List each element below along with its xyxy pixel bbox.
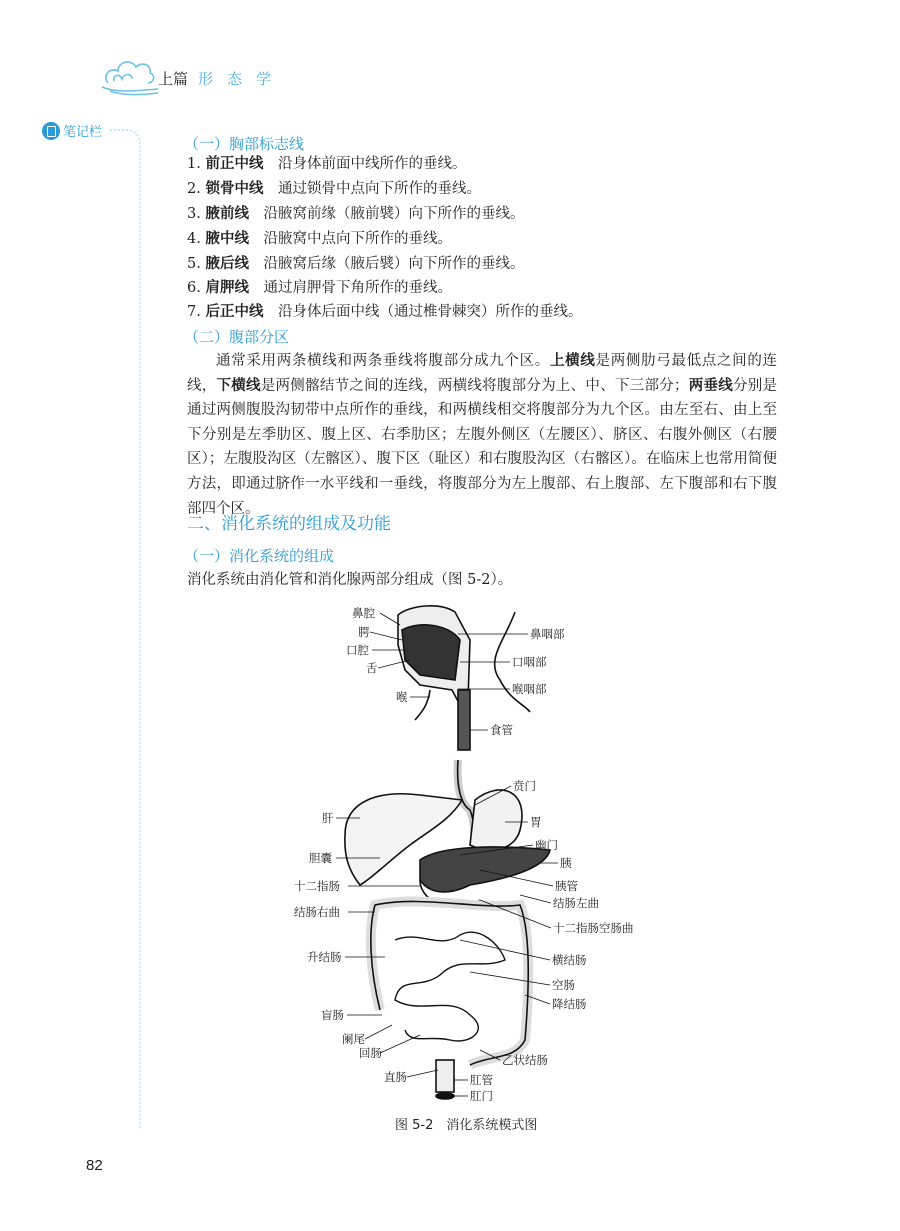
label-jejunum: 空肠: [552, 978, 575, 992]
label-descending-colon: 降结肠: [552, 997, 587, 1011]
label-pancreatic-duct: 胰管: [555, 879, 578, 893]
abdominal-regions-paragraph: 通常采用两条横线和两条垂线将腹部分成九个区。上横线是两侧肋弓最低点之间的连线，下横线是两侧髂结节之间的连线，两横线将腹部分为上、中、下三部分；两垂线分别是通过两侧腹股沟韧带中点所作的垂线，和两横线相交将腹部分为九个区。由左至右、由上至下分别是左季肋区、腹上区、右季肋区；左腹外侧区（左腰区）、脐区、右腹外侧区（右腰区）；左腹股沟区（左髂区）、腹下区（耻区）和右腹股沟区（右髂区）。在临床上也常用简便方法，即通过脐作一水平线和一垂线，将腹部分为左上腹部、右上腹部、左下腹部和右下腹部四个区。: [187, 353, 778, 517]
list-item: 1. 前正中线 沿身体前面中线所作的垂线。: [187, 156, 467, 172]
label-cecum: 盲肠: [321, 1008, 344, 1022]
label-larynx: 喉: [396, 690, 408, 704]
list-item: 3. 腋前线 沿腋窝前缘（腋前襞）向下所作的垂线。: [187, 206, 525, 222]
label-palate: 腭: [358, 625, 370, 639]
list-item: 2. 锁骨中线 通过锁骨中点向下所作的垂线。: [187, 181, 481, 197]
subheading-composition: （一）消化系统的组成: [184, 547, 335, 565]
label-appendix: 阑尾: [342, 1032, 365, 1046]
list-item: 4. 腋中线 沿腋窝中点向下所作的垂线。: [187, 231, 452, 247]
label-cardia: 贲门: [513, 779, 536, 793]
label-oral-cavity: 口腔: [346, 643, 369, 657]
list-item: 6. 肩胛线 通过肩胛骨下角所作的垂线。: [187, 280, 452, 296]
label-ascending-colon: 升结肠: [307, 950, 342, 964]
label-stomach: 胃: [530, 815, 542, 829]
label-right-colic-flexure: 结肠右曲: [294, 905, 340, 919]
page-number: 82: [86, 1157, 103, 1174]
label-esophagus: 食管: [490, 723, 513, 737]
section-heading: 二、消化系统的组成及功能: [187, 514, 391, 534]
label-pylorus: 幽门: [535, 838, 558, 852]
list-item: 7. 后正中线 沿身体后面中线（通过椎骨棘突）所作的垂线。: [187, 304, 583, 320]
header-part: 上篇: [158, 70, 189, 88]
label-transverse-colon: 横结肠: [552, 953, 587, 967]
label-rectum: 直肠: [384, 1070, 407, 1084]
label-nasal-cavity: 鼻腔: [352, 606, 375, 620]
label-laryngopharynx: 喉咽部: [512, 682, 547, 696]
label-nasopharynx: 鼻咽部: [530, 627, 565, 641]
label-liver: 肝: [322, 811, 334, 825]
label-oropharynx: 口咽部: [512, 655, 547, 669]
label-duodenojejunal-flexure: 十二指肠空肠曲: [553, 921, 634, 935]
list-item: 5. 腋后线 沿腋窝后缘（腋后襞）向下所作的垂线。: [187, 256, 525, 272]
composition-text: 消化系统由消化管和消化腺两部分组成（图 5-2）。: [187, 572, 513, 588]
figure-caption: 图 5-2 消化系统模式图: [395, 1118, 538, 1133]
header-title: 形态学: [198, 70, 286, 88]
label-ileum: 回肠: [359, 1046, 382, 1060]
label-gallbladder: 胆囊: [309, 851, 332, 865]
label-sigmoid-colon: 乙状结肠: [502, 1053, 548, 1067]
subheading-abdominal-regions: （二）腹部分区: [184, 328, 290, 346]
label-anal-canal: 肛管: [470, 1073, 493, 1087]
subheading-chest-lines: （一）胸部标志线: [184, 135, 305, 153]
label-anus: 肛门: [470, 1089, 493, 1103]
label-tongue: 舌: [366, 661, 378, 675]
notes-column-label: 笔记栏: [63, 125, 103, 140]
label-duodenum: 十二指肠: [294, 879, 340, 893]
label-pancreas: 胰: [560, 856, 572, 870]
label-left-colic-flexure: 结肠左曲: [553, 896, 599, 910]
